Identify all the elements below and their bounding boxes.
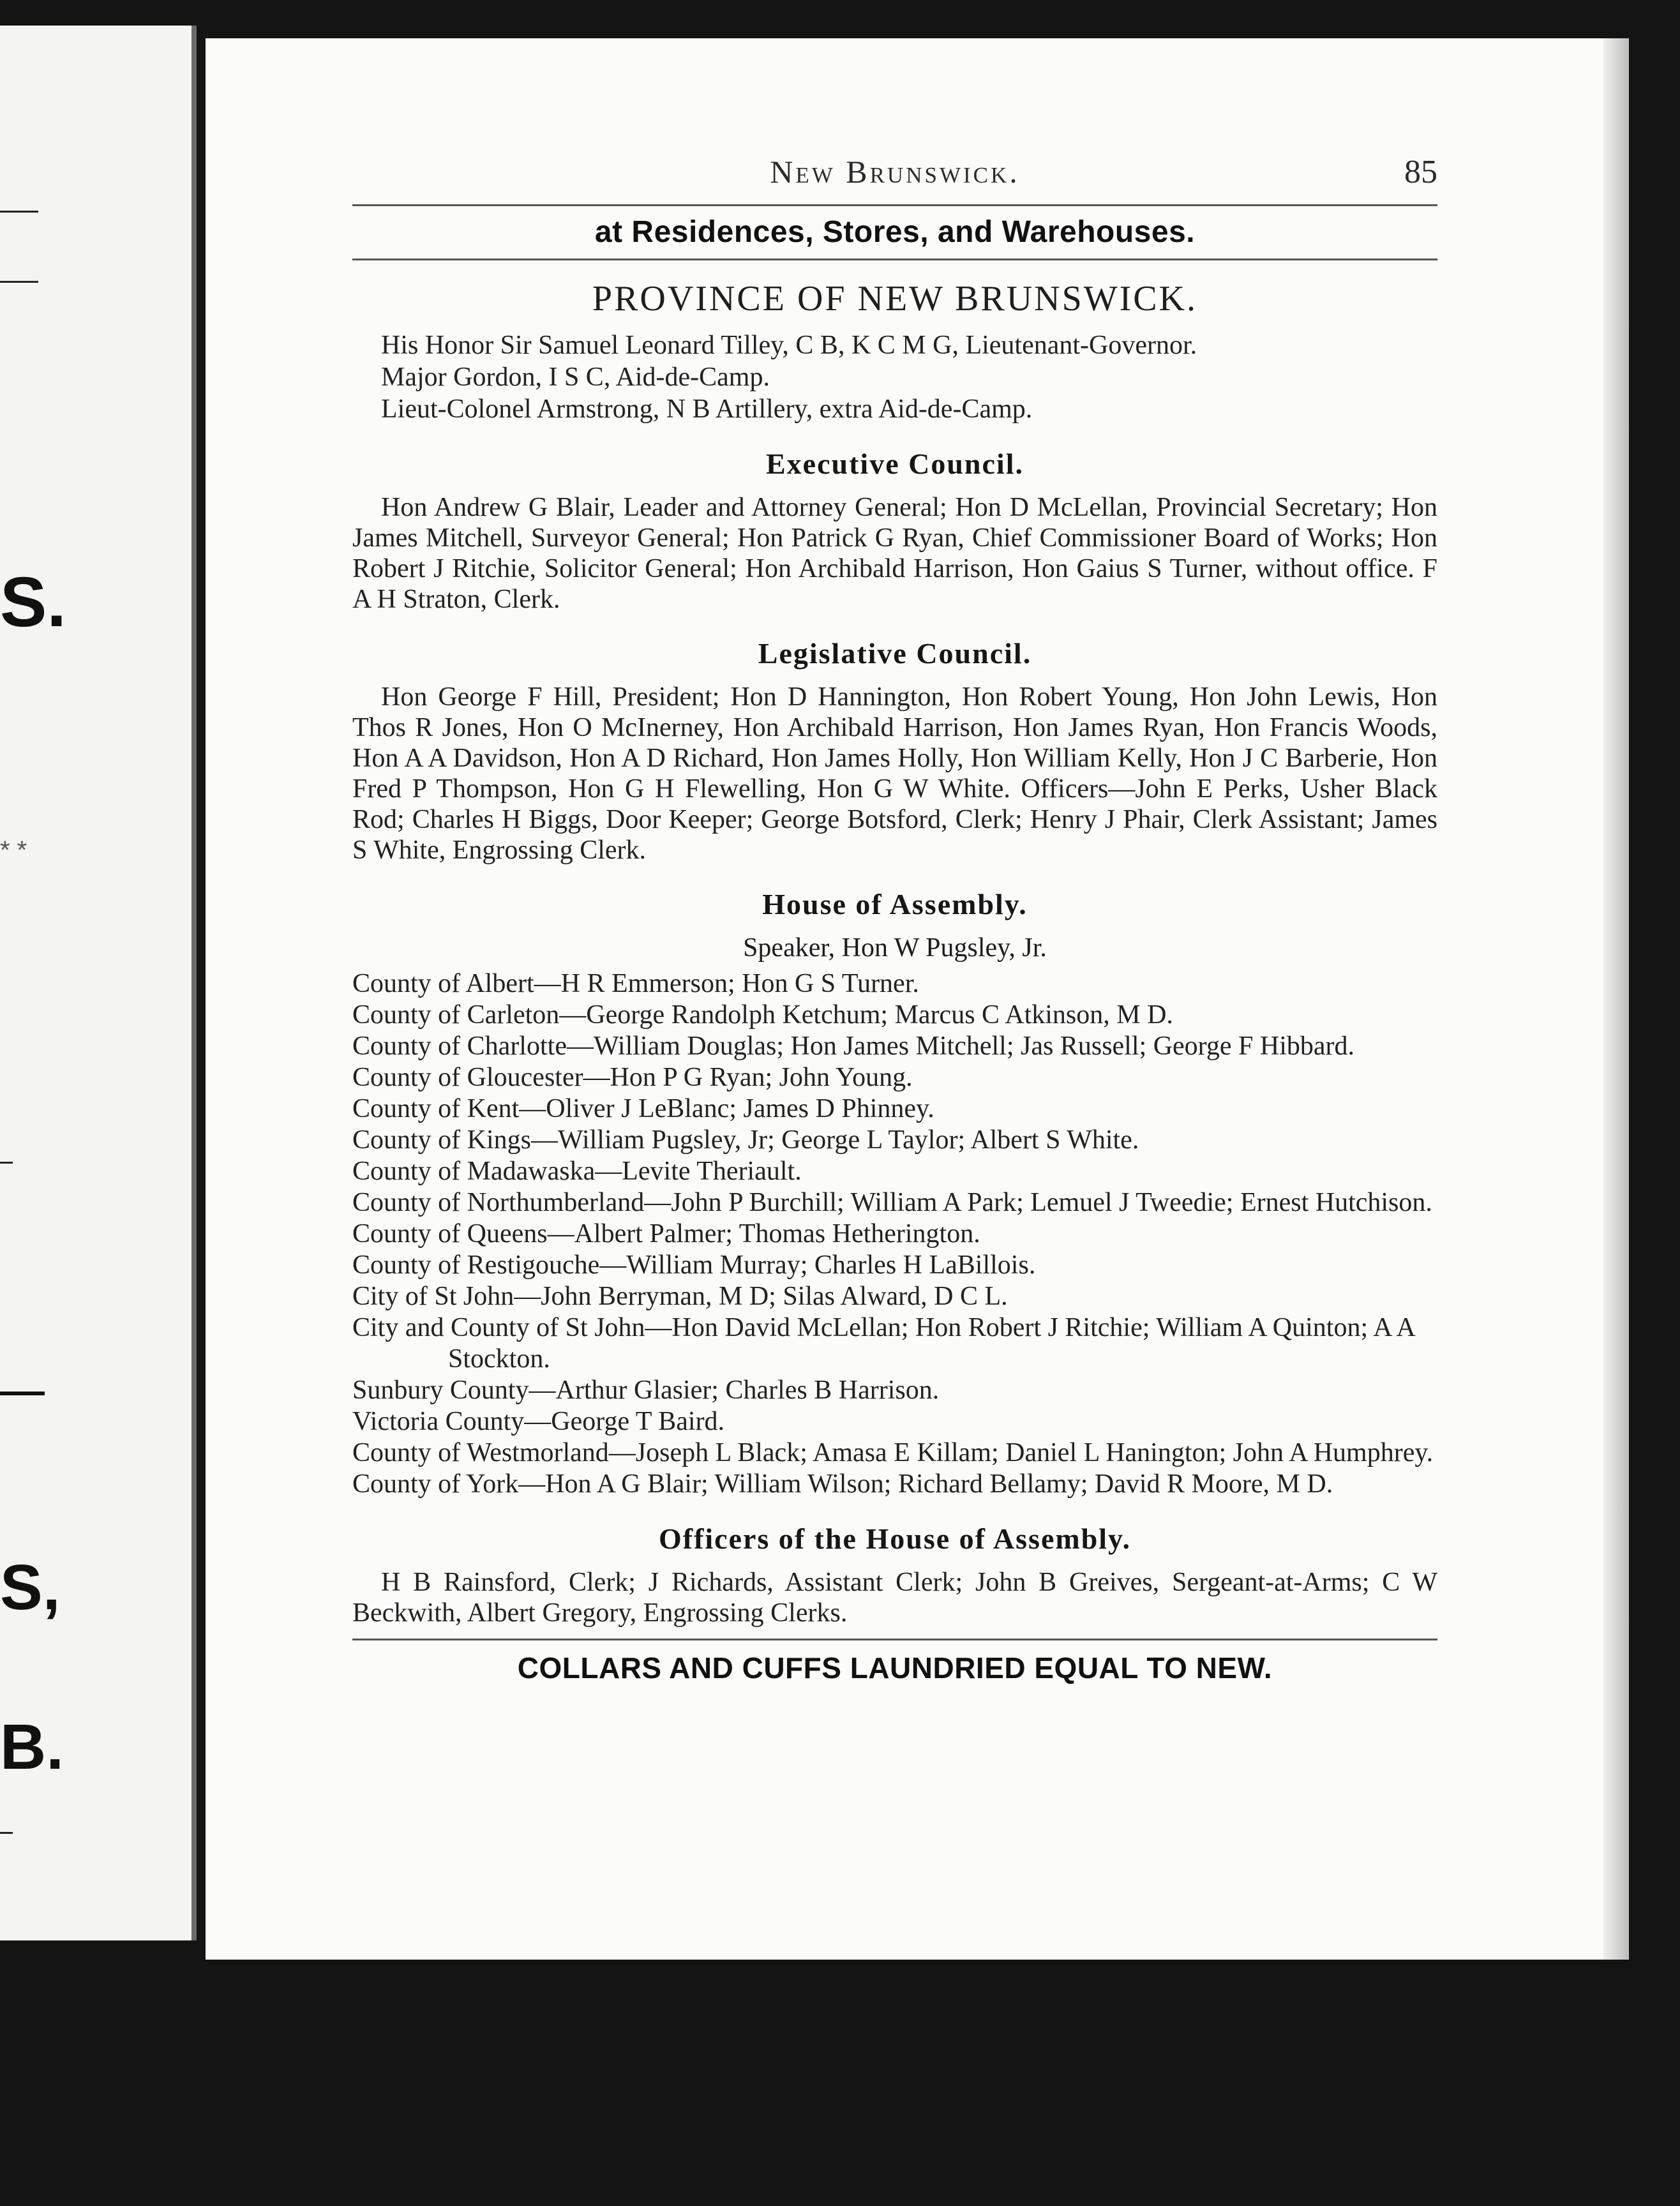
county-entry: County of Kent—Oliver J LeBlanc; James D Phinney. — [352, 1094, 934, 1123]
government-line: His Honor Sir Samuel Leonard Tilley, C B, K C M G, Lieutenant-Governor. — [381, 331, 1197, 360]
left-page-rule — [0, 1162, 13, 1164]
county-entry: City and County of St John—Hon David McLellan; Hon Robert J Ritchie; William A Quinton; A A Stockton. — [352, 1313, 1414, 1374]
county-entry: Victoria County—George T Baird. — [352, 1407, 725, 1436]
legislative-council-text: Hon George F Hill, President; Hon D Hannington, Hon Robert Young, Hon John Lewis, Hon Thos R Jones, Hon O McInerney, Hon Archibald Harrison, Hon James Ryan, Hon Francis Woods, Hon A A Davidson, Hon A D Richard, Hon James Holly, Hon William Kelly, Hon J C Barberie, Hon Fred P Thompson, Hon G H Flewelling, Hon G W White. Officers—John E Perks, Usher Black Rod; Charles H Biggs, Door Keeper; George Botsford, Clerk; Henry J Phair, Clerk Assistant; James S White, Engrossing Clerk. — [352, 682, 1437, 865]
executive-council-text: Hon Andrew G Blair, Leader and Attorney General; Hon D McLellan, Provincial Secretary; Hon James Mitchell, Surveyor General; Hon Patrick G Ryan, Chief Commissioner Board of Works; Hon Robert J Ritchie, Solicitor General; Hon Archibald Harrison, Hon Gaius S Turner, without office. F A H Straton, Clerk. — [352, 493, 1437, 614]
county-entry: County of Queens—Albert Palmer; Thomas Hetherington. — [352, 1219, 980, 1249]
county-entry: County of Westmorland—Joseph L Black; Amasa E Killam; Daniel L Hanington; John A Humphrey. — [352, 1438, 1434, 1467]
top-advertising-banner: at Residences, Stores, and Warehouses. — [594, 215, 1196, 249]
county-entry: County of Kings—William Pugsley, Jr; George L Taylor; Albert S White. — [352, 1125, 1139, 1155]
page-edge — [1603, 38, 1629, 1960]
banner-rule — [352, 259, 1437, 260]
left-page-fragment-s: S. — [0, 563, 66, 642]
running-head — [352, 153, 1437, 204]
county-entry: County of Albert—H R Emmerson; Hon G S Turner. — [352, 969, 919, 998]
county-member-list — [352, 968, 1437, 1500]
county-entry: County of Madawaska—Levite Theriault. — [352, 1157, 802, 1186]
county-entry: County of Gloucester—Hon P G Ryan; John Young. — [352, 1063, 913, 1092]
officers-of-house-text: H B Rainsford, Clerk; J Richards, Assistant Clerk; John B Greives, Sergeant-at-Arms; C W Beckwith, Albert Gregory, Engrossing Clerks. — [352, 1568, 1437, 1628]
province-title: PROVINCE OF NEW BRUNSWICK. — [592, 279, 1198, 319]
county-entry: Sunbury County—Arthur Glasier; Charles B Harrison. — [352, 1376, 940, 1405]
left-page-rule — [0, 211, 38, 213]
county-entry: County of Restigouche—William Murray; Charles H LaBillois. — [352, 1250, 1036, 1280]
left-page-fragment-stars: * * — [0, 836, 27, 864]
legislative-council-heading: Legislative Council. — [758, 637, 1032, 670]
left-page-fragment-s2: S, — [0, 1552, 61, 1623]
page-content — [352, 153, 1437, 1685]
footer-rule — [352, 1639, 1437, 1640]
bottom-advertising-banner: COLLARS AND CUFFS LAUNDRIED EQUAL TO NEW. — [517, 1651, 1273, 1685]
county-entry: County of Charlotte—William Douglas; Hon James Mitchell; Jas Russell; George F Hibbard. — [352, 1032, 1355, 1061]
government-officers — [352, 329, 1437, 425]
county-entry: County of York—Hon A G Blair; William Wilson; Richard Bellamy; David R Moore, M D. — [352, 1469, 1333, 1499]
government-line: Major Gordon, I S C, Aid-de-Camp. — [381, 363, 770, 392]
left-page-rule — [0, 1392, 45, 1395]
county-entry: County of Carleton—George Randolph Ketchum; Marcus C Atkinson, M D. — [352, 1000, 1173, 1030]
left-page-rule — [0, 1832, 13, 1834]
running-head-title: New Brunswick. — [770, 154, 1020, 190]
speaker-line: Speaker, Hon W Pugsley, Jr. — [743, 933, 1047, 963]
left-page-rule — [0, 281, 38, 283]
page-number: 85 — [1404, 154, 1437, 190]
county-entry: City of St John—John Berryman, M D; Silas Alward, D C L. — [352, 1282, 1008, 1311]
page — [206, 38, 1629, 1960]
officers-of-house-heading: Officers of the House of Assembly. — [658, 1522, 1132, 1555]
left-page-fragment-b: B. — [0, 1711, 64, 1783]
county-entry: County of Northumberland—John P Burchill; William A Park; Lemuel J Tweedie; Ernest Hutchison. — [352, 1188, 1432, 1217]
executive-council-heading: Executive Council. — [766, 447, 1024, 480]
house-of-assembly-heading: House of Assembly. — [762, 888, 1028, 920]
government-line: Lieut-Colonel Armstrong, N B Artillery, extra Aid-de-Camp. — [381, 394, 1033, 424]
left-page-fragment — [0, 26, 197, 1940]
